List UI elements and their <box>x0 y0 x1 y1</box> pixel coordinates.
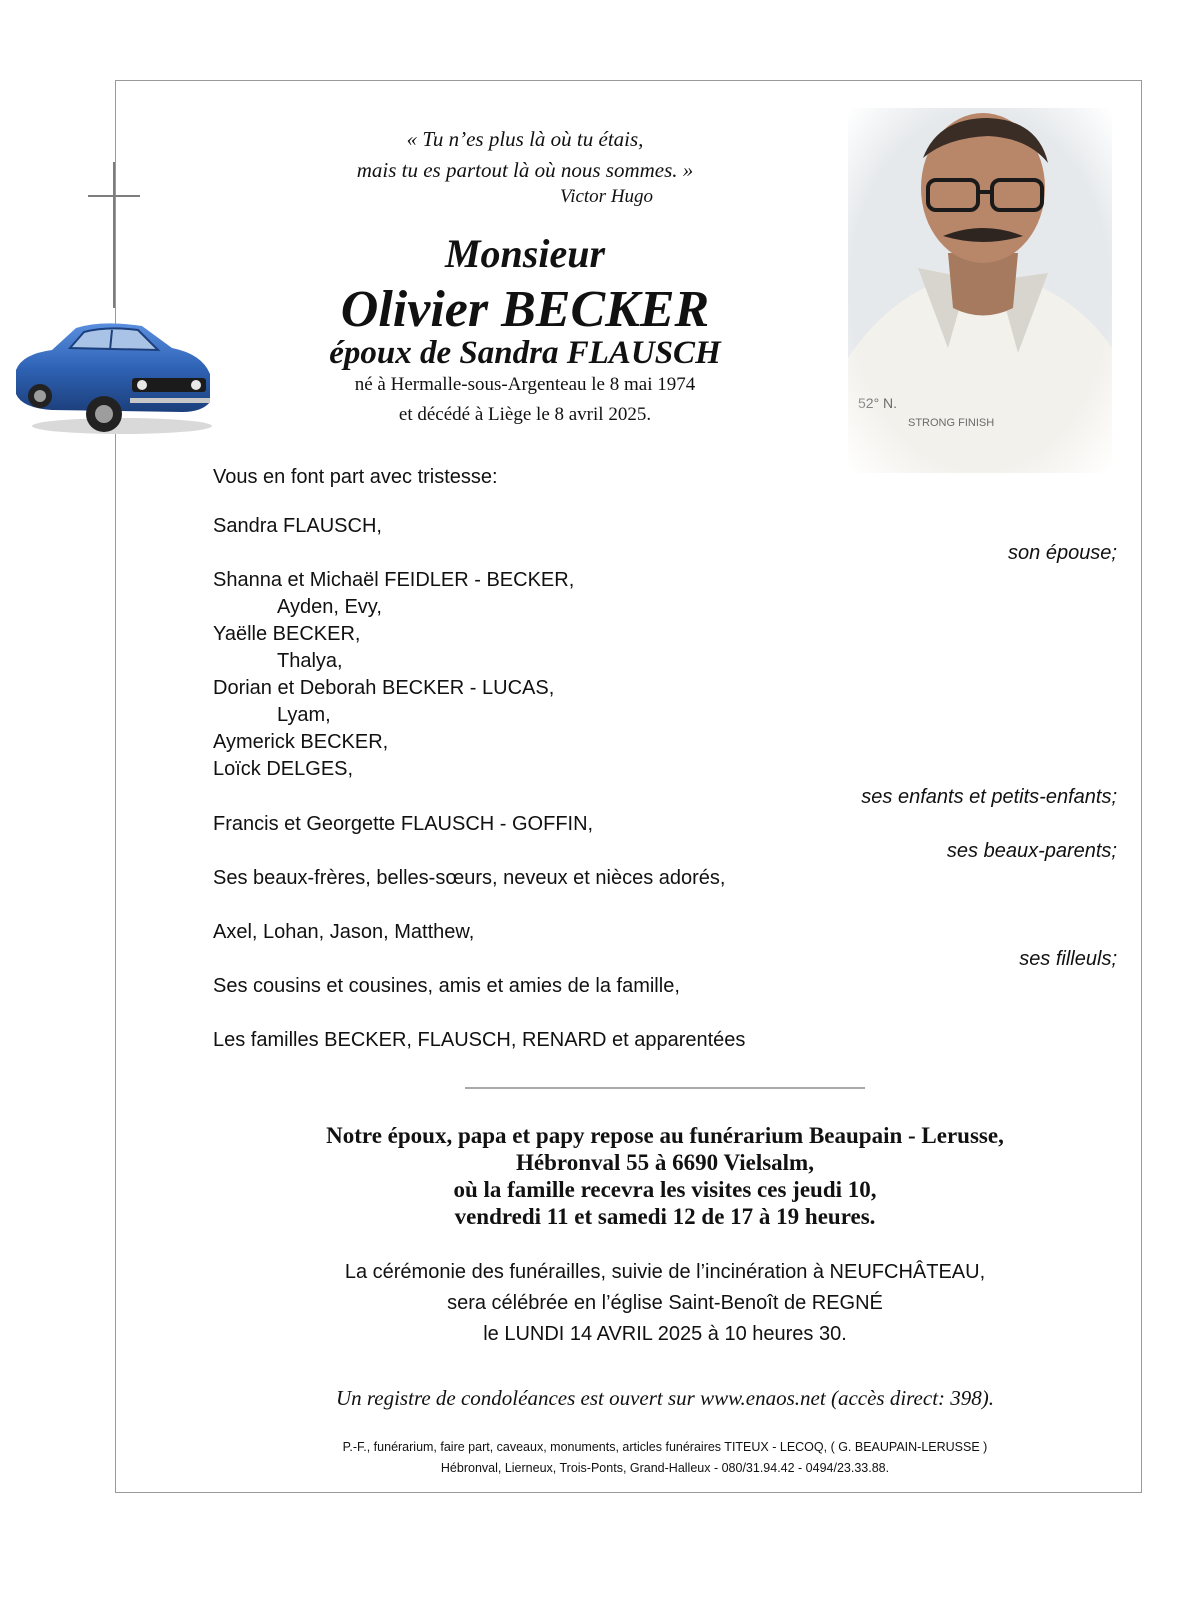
ceremony-line-2: sera célébrée en l’église Saint-Benoît de REGNÉ <box>447 1292 883 1314</box>
car-illustration <box>12 318 214 440</box>
birth-line: né à Hermalle-sous-Argenteau le 8 mai 1974 <box>354 374 696 395</box>
family-line: Shanna et Michaël FEIDLER - BECKER, <box>213 569 575 591</box>
relation-label: ses beaux-parents; <box>946 840 1117 862</box>
cross-icon <box>113 162 115 308</box>
visitation-line-1: Notre époux, papa et papy repose au funérarium Beaupain - Lerusse, <box>326 1123 1004 1148</box>
family-line: Thalya, <box>277 650 343 672</box>
visitation-line-4: vendredi 11 et samedi 12 de 17 à 19 heures. <box>454 1204 876 1229</box>
spouse-line: époux de Sandra FLAUSCH <box>329 335 721 371</box>
family-line: Sandra FLAUSCH, <box>213 515 382 537</box>
condolence-registry-note: Un registre de condoléances est ouvert sur www.enaos.net (accès direct: 398). <box>335 1386 995 1410</box>
separator-line <box>465 1087 865 1089</box>
family-line: Ses cousins et cousines, amis et amies de la famille, <box>213 975 680 997</box>
family-line: Axel, Lohan, Jason, Matthew, <box>213 921 475 943</box>
footer-line-1: P.-F., funérarium, faire part, caveaux, monuments, articles funéraires TITEUX - LECOQ, ( G. BEAUPAIN-LERUSSE ) <box>342 1440 988 1454</box>
announcement-intro: Vous en font part avec tristesse: <box>213 466 498 488</box>
quote-author: Victor Hugo <box>560 186 654 207</box>
deceased-name: Olivier BECKER <box>340 281 710 338</box>
family-line: Francis et Georgette FLAUSCH - GOFFIN, <box>213 813 594 835</box>
visitation-line-3: où la famille recevra les visites ces jeudi 10, <box>453 1177 877 1202</box>
portrait-photo <box>848 108 1112 473</box>
relation-label: son épouse; <box>1008 542 1117 564</box>
family-line: Aymerick BECKER, <box>213 731 389 753</box>
ceremony-line-3: le LUNDI 14 AVRIL 2025 à 10 heures 30. <box>483 1323 847 1345</box>
cross-icon-bar <box>88 195 140 197</box>
quote-line-1: « Tu n’es plus là où tu étais, <box>406 127 644 151</box>
honorific: Monsieur <box>444 231 606 276</box>
visitation-line-2: Hébronval 55 à 6690 Vielsalm, <box>516 1150 814 1175</box>
family-line: Ayden, Evy, <box>277 596 382 618</box>
relation-label: ses enfants et petits-enfants; <box>861 786 1117 808</box>
death-line: et décédé à Liège le 8 avril 2025. <box>398 404 652 425</box>
family-line: Les familles BECKER, FLAUSCH, RENARD et apparentées <box>213 1029 746 1051</box>
family-line: Yaëlle BECKER, <box>213 623 361 645</box>
family-line: Ses beaux-frères, belles-sœurs, neveux et nièces adorés, <box>213 867 726 889</box>
family-line: Lyam, <box>277 704 331 726</box>
quote-line-2: mais tu es partout là où nous sommes. » <box>356 158 694 182</box>
footer-line-2: Hébronval, Lierneux, Trois-Ponts, Grand-Halleux - 080/31.94.42 - 0494/23.33.88. <box>440 1461 890 1475</box>
family-line: Dorian et Deborah BECKER - LUCAS, <box>213 677 555 699</box>
relation-label: ses filleuls; <box>1019 948 1117 970</box>
ceremony-line-1: La cérémonie des funérailles, suivie de l’incinération à NEUFCHÂTEAU, <box>344 1261 986 1283</box>
family-line: Loïck DELGES, <box>213 758 354 780</box>
